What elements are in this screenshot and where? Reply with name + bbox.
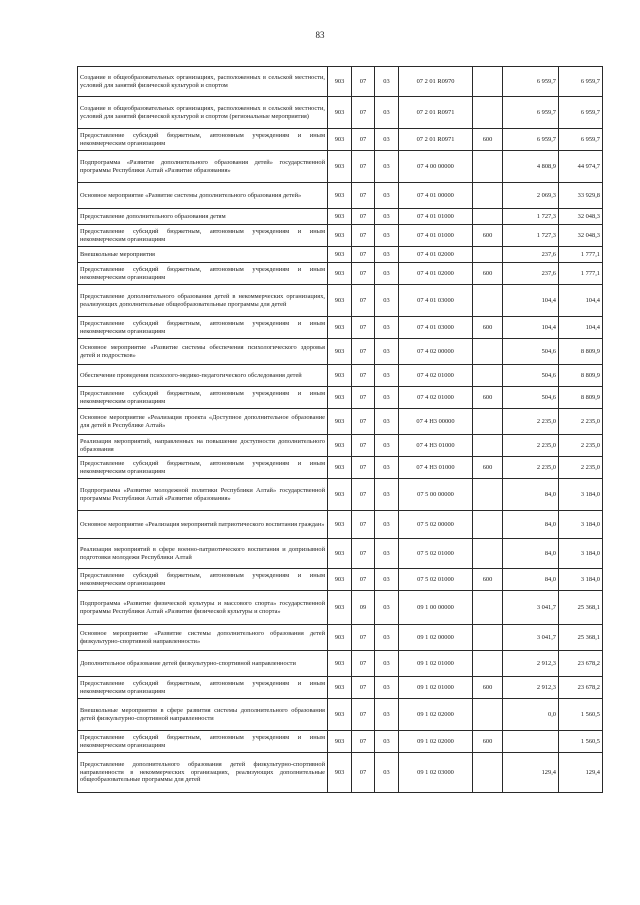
section-cell: 07 bbox=[352, 317, 375, 339]
expense-type-cell bbox=[473, 409, 503, 435]
grbs-cell: 903 bbox=[328, 511, 352, 539]
subsection-cell: 03 bbox=[375, 539, 399, 569]
amount-total-cell: 3 184,0 bbox=[559, 511, 603, 539]
amount-total-cell: 44 974,7 bbox=[559, 151, 603, 183]
row-name-cell: Реализация мероприятий в сфере военно-патриотического воспитания и допризывной подготовки молодежи Республики Алтай bbox=[78, 539, 328, 569]
amount-total-cell: 1 777,1 bbox=[559, 263, 603, 285]
grbs-cell: 903 bbox=[328, 539, 352, 569]
expense-type-cell bbox=[473, 479, 503, 511]
target-article-cell: 07 4 01 01000 bbox=[399, 209, 473, 225]
row-name-cell: Предоставление дополнительного образования детей в некоммерческих организациях, реализующих дополнительные общеобразовательные программы для детей bbox=[78, 285, 328, 317]
amount-change-cell: 6 959,7 bbox=[503, 97, 559, 129]
section-cell: 07 bbox=[352, 183, 375, 209]
subsection-cell: 03 bbox=[375, 511, 399, 539]
table-row bbox=[78, 479, 603, 511]
amount-total-cell: 104,4 bbox=[559, 285, 603, 317]
table-row bbox=[78, 285, 603, 317]
target-article-cell: 07 4 01 02000 bbox=[399, 247, 473, 263]
expense-type-cell bbox=[473, 151, 503, 183]
target-article-cell: 07 4 01 01000 bbox=[399, 225, 473, 247]
table-row bbox=[78, 387, 603, 409]
row-name-cell: Основное мероприятие «Развитие системы обеспечения психологического здоровья детей и подростков» bbox=[78, 339, 328, 365]
row-name-cell: Предоставление субсидий бюджетным, автономным учреждениям и иным некоммерческим организациям bbox=[78, 387, 328, 409]
amount-change-cell: 3 041,7 bbox=[503, 625, 559, 651]
amount-change-cell: 129,4 bbox=[503, 753, 559, 793]
expense-type-cell bbox=[473, 67, 503, 97]
page-number: 83 bbox=[315, 30, 325, 40]
row-name-cell: Основное мероприятие «Реализация проекта «Доступное дополнительное образование для детей в Республике Алтай» bbox=[78, 409, 328, 435]
section-cell: 07 bbox=[352, 409, 375, 435]
expense-type-cell bbox=[473, 591, 503, 625]
section-cell: 07 bbox=[352, 247, 375, 263]
table-row bbox=[78, 151, 603, 183]
section-cell: 07 bbox=[352, 625, 375, 651]
amount-change-cell: 2 235,0 bbox=[503, 457, 559, 479]
table-row bbox=[78, 731, 603, 753]
target-article-cell: 07 4 00 00000 bbox=[399, 151, 473, 183]
grbs-cell: 903 bbox=[328, 365, 352, 387]
expense-type-cell bbox=[473, 285, 503, 317]
target-article-cell: 07 4 02 01000 bbox=[399, 365, 473, 387]
expense-type-cell bbox=[473, 651, 503, 677]
subsection-cell: 03 bbox=[375, 317, 399, 339]
amount-total-cell: 6 959,7 bbox=[559, 97, 603, 129]
grbs-cell: 903 bbox=[328, 651, 352, 677]
target-article-cell: 07 4 01 02000 bbox=[399, 263, 473, 285]
grbs-cell: 903 bbox=[328, 209, 352, 225]
row-name-cell: Создание в общеобразовательных организациях, расположенных в сельской местности, условий для занятий физической культурой и спортом (региональные мероприятия) bbox=[78, 97, 328, 129]
grbs-cell: 903 bbox=[328, 285, 352, 317]
table-row bbox=[78, 97, 603, 129]
grbs-cell: 903 bbox=[328, 753, 352, 793]
table-row bbox=[78, 247, 603, 263]
subsection-cell: 03 bbox=[375, 731, 399, 753]
grbs-cell: 903 bbox=[328, 183, 352, 209]
table-row bbox=[78, 753, 603, 793]
section-cell: 07 bbox=[352, 263, 375, 285]
table-row bbox=[78, 435, 603, 457]
expense-type-cell: 600 bbox=[473, 569, 503, 591]
amount-total-cell: 1 560,5 bbox=[559, 699, 603, 731]
row-name-cell: Подпрограмма «Развитие молодежной политики Республики Алтай» государственной программы Республики Алтай «Развитие образования» bbox=[78, 479, 328, 511]
row-name-cell: Реализация мероприятий, направленных на повышение доступности дополнительного образования bbox=[78, 435, 328, 457]
expense-type-cell bbox=[473, 625, 503, 651]
amount-change-cell: 0,0 bbox=[503, 699, 559, 731]
table-row bbox=[78, 317, 603, 339]
target-article-cell: 09 1 02 02000 bbox=[399, 731, 473, 753]
row-name-cell: Предоставление дополнительного образования детей физкультурно-спортивной направленности в некоммерческих организациях, реализующих дополнительные общеобразовательные программы для детей bbox=[78, 753, 328, 793]
expense-type-cell: 600 bbox=[473, 457, 503, 479]
subsection-cell: 03 bbox=[375, 651, 399, 677]
table-row bbox=[78, 539, 603, 569]
expense-type-cell bbox=[473, 511, 503, 539]
amount-change-cell: 504,6 bbox=[503, 339, 559, 365]
row-name-cell: Внешкольные мероприятия bbox=[78, 247, 328, 263]
grbs-cell: 903 bbox=[328, 435, 352, 457]
section-cell: 07 bbox=[352, 651, 375, 677]
amount-change-cell: 104,4 bbox=[503, 317, 559, 339]
row-name-cell: Подпрограмма «Развитие дополнительного образования детей» государственной программы Республики Алтай «Развитие образования» bbox=[78, 151, 328, 183]
expense-type-cell bbox=[473, 339, 503, 365]
target-article-cell: 09 1 02 03000 bbox=[399, 753, 473, 793]
table-row bbox=[78, 511, 603, 539]
budget-table bbox=[77, 66, 603, 793]
amount-change-cell: 504,6 bbox=[503, 365, 559, 387]
target-article-cell: 07 4 02 01000 bbox=[399, 387, 473, 409]
amount-total-cell: 1 777,1 bbox=[559, 247, 603, 263]
subsection-cell: 03 bbox=[375, 677, 399, 699]
table-row bbox=[78, 209, 603, 225]
table-row bbox=[78, 569, 603, 591]
grbs-cell: 903 bbox=[328, 569, 352, 591]
grbs-cell: 903 bbox=[328, 591, 352, 625]
target-article-cell: 07 2 01 R0971 bbox=[399, 97, 473, 129]
section-cell: 07 bbox=[352, 67, 375, 97]
row-name-cell: Дополнительное образование детей физкультурно-спортивной направленности bbox=[78, 651, 328, 677]
grbs-cell: 903 bbox=[328, 625, 352, 651]
section-cell: 07 bbox=[352, 151, 375, 183]
amount-total-cell: 8 809,9 bbox=[559, 339, 603, 365]
row-name-cell: Предоставление субсидий бюджетным, автономным учреждениям и иным некоммерческим организациям bbox=[78, 225, 328, 247]
section-cell: 07 bbox=[352, 539, 375, 569]
amount-change-cell: 1 727,3 bbox=[503, 225, 559, 247]
table-row bbox=[78, 339, 603, 365]
row-name-cell: Предоставление субсидий бюджетным, автономным учреждениям и иным некоммерческим организациям bbox=[78, 263, 328, 285]
subsection-cell: 03 bbox=[375, 67, 399, 97]
grbs-cell: 903 bbox=[328, 67, 352, 97]
table-row bbox=[78, 409, 603, 435]
grbs-cell: 903 bbox=[328, 699, 352, 731]
section-cell: 07 bbox=[352, 387, 375, 409]
target-article-cell: 09 1 02 02000 bbox=[399, 699, 473, 731]
grbs-cell: 903 bbox=[328, 225, 352, 247]
table-row bbox=[78, 67, 603, 97]
amount-total-cell: 2 235,0 bbox=[559, 409, 603, 435]
table-row bbox=[78, 457, 603, 479]
amount-change-cell: 84,0 bbox=[503, 569, 559, 591]
row-name-cell: Основное мероприятие «Развитие системы дополнительного образования детей физкультурно-спортивной направленности» bbox=[78, 625, 328, 651]
expense-type-cell bbox=[473, 97, 503, 129]
amount-change-cell: 104,4 bbox=[503, 285, 559, 317]
row-name-cell: Предоставление субсидий бюджетным, автономным учреждениям и иным некоммерческим организациям bbox=[78, 731, 328, 753]
row-name-cell: Основное мероприятие «Реализация мероприятий патриотического воспитания граждан» bbox=[78, 511, 328, 539]
target-article-cell: 09 1 02 00000 bbox=[399, 625, 473, 651]
subsection-cell: 03 bbox=[375, 569, 399, 591]
section-cell: 07 bbox=[352, 479, 375, 511]
subsection-cell: 03 bbox=[375, 457, 399, 479]
table-row bbox=[78, 365, 603, 387]
grbs-cell: 903 bbox=[328, 317, 352, 339]
grbs-cell: 903 bbox=[328, 339, 352, 365]
amount-total-cell: 104,4 bbox=[559, 317, 603, 339]
row-name-cell: Внешкольные мероприятия в сфере развития системы дополнительного образования детей физкультурно-спортивной направленности bbox=[78, 699, 328, 731]
amount-total-cell: 33 929,8 bbox=[559, 183, 603, 209]
subsection-cell: 03 bbox=[375, 183, 399, 209]
target-article-cell: 07 4 01 03000 bbox=[399, 317, 473, 339]
subsection-cell: 03 bbox=[375, 247, 399, 263]
section-cell: 07 bbox=[352, 129, 375, 151]
amount-change-cell: 6 959,7 bbox=[503, 67, 559, 97]
expense-type-cell: 600 bbox=[473, 129, 503, 151]
section-cell: 07 bbox=[352, 753, 375, 793]
amount-total-cell: 23 678,2 bbox=[559, 677, 603, 699]
subsection-cell: 03 bbox=[375, 409, 399, 435]
expense-type-cell bbox=[473, 539, 503, 569]
target-article-cell: 07 4 01 03000 bbox=[399, 285, 473, 317]
subsection-cell: 03 bbox=[375, 753, 399, 793]
amount-change-cell: 2 912,3 bbox=[503, 651, 559, 677]
expense-type-cell: 600 bbox=[473, 387, 503, 409]
amount-change-cell: 2 912,3 bbox=[503, 677, 559, 699]
amount-total-cell: 8 809,9 bbox=[559, 387, 603, 409]
grbs-cell: 903 bbox=[328, 263, 352, 285]
expense-type-cell: 600 bbox=[473, 731, 503, 753]
grbs-cell: 903 bbox=[328, 731, 352, 753]
expense-type-cell bbox=[473, 699, 503, 731]
target-article-cell: 07 5 02 00000 bbox=[399, 511, 473, 539]
target-article-cell: 07 4 Н3 01000 bbox=[399, 435, 473, 457]
subsection-cell: 03 bbox=[375, 97, 399, 129]
expense-type-cell bbox=[473, 365, 503, 387]
expense-type-cell: 600 bbox=[473, 317, 503, 339]
target-article-cell: 07 2 01 R0971 bbox=[399, 129, 473, 151]
grbs-cell: 903 bbox=[328, 97, 352, 129]
amount-total-cell: 25 368,1 bbox=[559, 625, 603, 651]
expense-type-cell: 600 bbox=[473, 263, 503, 285]
section-cell: 07 bbox=[352, 435, 375, 457]
expense-type-cell bbox=[473, 209, 503, 225]
grbs-cell: 903 bbox=[328, 247, 352, 263]
amount-change-cell bbox=[503, 731, 559, 753]
grbs-cell: 903 bbox=[328, 387, 352, 409]
subsection-cell: 03 bbox=[375, 479, 399, 511]
target-article-cell: 09 1 00 00000 bbox=[399, 591, 473, 625]
expense-type-cell bbox=[473, 435, 503, 457]
amount-total-cell: 3 184,0 bbox=[559, 569, 603, 591]
amount-total-cell: 2 235,0 bbox=[559, 457, 603, 479]
subsection-cell: 03 bbox=[375, 387, 399, 409]
table-row bbox=[78, 625, 603, 651]
amount-total-cell: 23 678,2 bbox=[559, 651, 603, 677]
table-row bbox=[78, 129, 603, 151]
grbs-cell: 903 bbox=[328, 677, 352, 699]
amount-change-cell: 84,0 bbox=[503, 539, 559, 569]
subsection-cell: 03 bbox=[375, 365, 399, 387]
amount-total-cell: 3 184,0 bbox=[559, 479, 603, 511]
amount-total-cell: 1 560,5 bbox=[559, 731, 603, 753]
amount-change-cell: 237,6 bbox=[503, 263, 559, 285]
expense-type-cell bbox=[473, 753, 503, 793]
subsection-cell: 03 bbox=[375, 209, 399, 225]
subsection-cell: 03 bbox=[375, 591, 399, 625]
section-cell: 07 bbox=[352, 97, 375, 129]
amount-change-cell: 237,6 bbox=[503, 247, 559, 263]
section-cell: 07 bbox=[352, 457, 375, 479]
section-cell: 07 bbox=[352, 339, 375, 365]
target-article-cell: 07 4 Н3 01000 bbox=[399, 457, 473, 479]
section-cell: 07 bbox=[352, 209, 375, 225]
row-name-cell: Основное мероприятие «Развитие системы дополнительного образования детей» bbox=[78, 183, 328, 209]
subsection-cell: 03 bbox=[375, 263, 399, 285]
table-row bbox=[78, 591, 603, 625]
row-name-cell: Предоставление субсидий бюджетным, автономным учреждениям и иным некоммерческим организациям bbox=[78, 569, 328, 591]
subsection-cell: 03 bbox=[375, 625, 399, 651]
table-row bbox=[78, 225, 603, 247]
subsection-cell: 03 bbox=[375, 129, 399, 151]
table-row bbox=[78, 651, 603, 677]
amount-total-cell: 6 959,7 bbox=[559, 129, 603, 151]
grbs-cell: 903 bbox=[328, 151, 352, 183]
amount-change-cell: 84,0 bbox=[503, 479, 559, 511]
amount-total-cell: 129,4 bbox=[559, 753, 603, 793]
target-article-cell: 07 4 01 00000 bbox=[399, 183, 473, 209]
section-cell: 07 bbox=[352, 365, 375, 387]
amount-total-cell: 32 048,3 bbox=[559, 209, 603, 225]
grbs-cell: 903 bbox=[328, 457, 352, 479]
subsection-cell: 03 bbox=[375, 339, 399, 365]
amount-total-cell: 32 048,3 bbox=[559, 225, 603, 247]
target-article-cell: 09 1 02 01000 bbox=[399, 677, 473, 699]
amount-change-cell: 2 235,0 bbox=[503, 435, 559, 457]
expense-type-cell bbox=[473, 183, 503, 209]
section-cell: 07 bbox=[352, 225, 375, 247]
row-name-cell: Предоставление субсидий бюджетным, автономным учреждениям и иным некоммерческим организациям bbox=[78, 317, 328, 339]
target-article-cell: 07 4 02 00000 bbox=[399, 339, 473, 365]
row-name-cell: Предоставление дополнительного образования детям bbox=[78, 209, 328, 225]
amount-total-cell: 8 809,9 bbox=[559, 365, 603, 387]
section-cell: 07 bbox=[352, 699, 375, 731]
section-cell: 09 bbox=[352, 591, 375, 625]
grbs-cell: 903 bbox=[328, 479, 352, 511]
target-article-cell: 09 1 02 01000 bbox=[399, 651, 473, 677]
target-article-cell: 07 5 00 00000 bbox=[399, 479, 473, 511]
amount-change-cell: 504,6 bbox=[503, 387, 559, 409]
amount-total-cell: 25 368,1 bbox=[559, 591, 603, 625]
table-row bbox=[78, 183, 603, 209]
table-row bbox=[78, 677, 603, 699]
table-body bbox=[78, 67, 603, 793]
row-name-cell: Предоставление субсидий бюджетным, автономным учреждениям и иным некоммерческим организациям bbox=[78, 677, 328, 699]
target-article-cell: 07 5 02 01000 bbox=[399, 539, 473, 569]
amount-change-cell: 2 069,3 bbox=[503, 183, 559, 209]
row-name-cell: Создание в общеобразовательных организациях, расположенных в сельской местности, условий для занятий физической культурой и спортом bbox=[78, 67, 328, 97]
target-article-cell: 07 4 Н3 00000 bbox=[399, 409, 473, 435]
subsection-cell: 03 bbox=[375, 699, 399, 731]
grbs-cell: 903 bbox=[328, 129, 352, 151]
amount-total-cell: 2 235,0 bbox=[559, 435, 603, 457]
target-article-cell: 07 2 01 R0970 bbox=[399, 67, 473, 97]
subsection-cell: 03 bbox=[375, 435, 399, 457]
expense-type-cell: 600 bbox=[473, 225, 503, 247]
row-name-cell: Предоставление субсидий бюджетным, автономным учреждениям и иным некоммерческим организациям bbox=[78, 129, 328, 151]
expense-type-cell bbox=[473, 247, 503, 263]
subsection-cell: 03 bbox=[375, 151, 399, 183]
section-cell: 07 bbox=[352, 569, 375, 591]
amount-change-cell: 3 041,7 bbox=[503, 591, 559, 625]
amount-change-cell: 2 235,0 bbox=[503, 409, 559, 435]
section-cell: 07 bbox=[352, 285, 375, 317]
subsection-cell: 03 bbox=[375, 225, 399, 247]
amount-change-cell: 84,0 bbox=[503, 511, 559, 539]
amount-change-cell: 1 727,3 bbox=[503, 209, 559, 225]
amount-change-cell: 6 959,7 bbox=[503, 129, 559, 151]
section-cell: 07 bbox=[352, 677, 375, 699]
subsection-cell: 03 bbox=[375, 285, 399, 317]
row-name-cell: Предоставление субсидий бюджетным, автономным учреждениям и иным некоммерческим организациям bbox=[78, 457, 328, 479]
section-cell: 07 bbox=[352, 511, 375, 539]
expense-type-cell: 600 bbox=[473, 677, 503, 699]
section-cell: 07 bbox=[352, 731, 375, 753]
target-article-cell: 07 5 02 01000 bbox=[399, 569, 473, 591]
table-row bbox=[78, 263, 603, 285]
grbs-cell: 903 bbox=[328, 409, 352, 435]
row-name-cell: Подпрограмма «Развитие физической культуры и массового спорта» государственной программы Республики Алтай «Развитие физической культуры и спорта» bbox=[78, 591, 328, 625]
amount-total-cell: 3 184,0 bbox=[559, 539, 603, 569]
table-row bbox=[78, 699, 603, 731]
row-name-cell: Обеспечение проведения психолого-медико-педагогического обследования детей bbox=[78, 365, 328, 387]
amount-change-cell: 4 808,9 bbox=[503, 151, 559, 183]
amount-total-cell: 6 959,7 bbox=[559, 67, 603, 97]
